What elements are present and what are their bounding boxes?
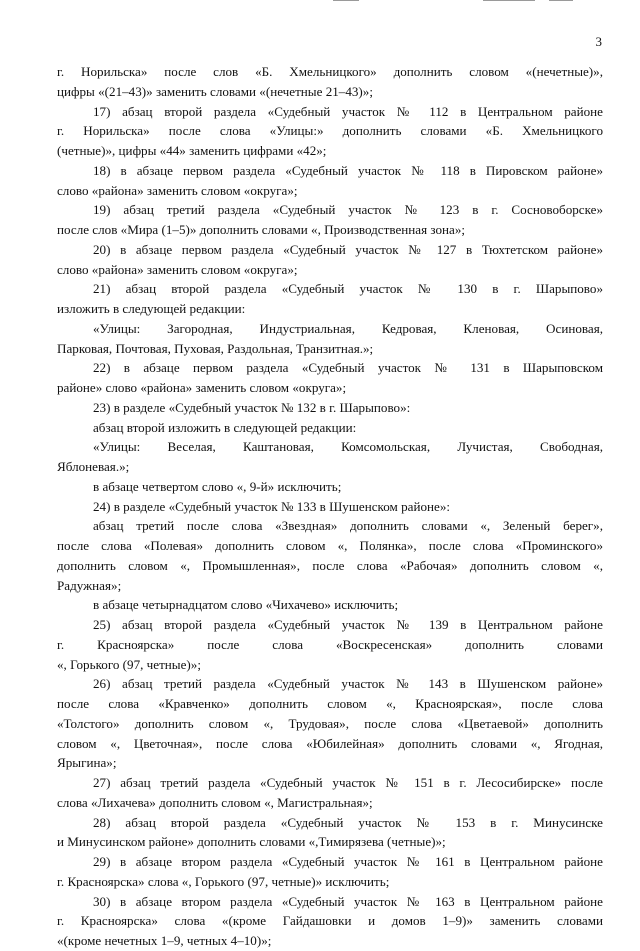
text-line: Ярыгина»; xyxy=(57,755,117,771)
text-line: 30) в абзаце втором раздела «Судебный участок № 163 в Центральном районе xyxy=(93,893,603,909)
text-line: и Минусинском районе» дополнить словами «,Тимирязева (четные)»; xyxy=(57,834,446,850)
text-line: 19) абзац третий раздела «Судебный участок № 123 в г. Сосновоборске» xyxy=(93,202,603,218)
text-line: Яблоневая.»; xyxy=(57,459,130,474)
text-line: слово «района» заменить словом «округа»; xyxy=(57,182,298,198)
text-line: абзац третий после слова «Звездная» дополнить словами «, Зеленый берег», xyxy=(93,518,603,534)
text-line: слова «Лихачева» дополнить словом «, Магистральная»; xyxy=(57,794,373,810)
text-line: изложить в следующей редакции: xyxy=(57,301,246,316)
text-line: цифры «(21–43)» заменить словами «(нечетные 21–43)»; xyxy=(57,83,373,99)
text-line: 27) абзац третий раздела «Судебный участок № 151 в г. Лесосибирске» после xyxy=(93,775,603,790)
text-line: «Улицы: Загородная, Индустриальная, Кедровая, Кленовая, Осиновая, xyxy=(93,320,603,336)
text-line: «, Горького (97, четные)»; xyxy=(57,656,201,672)
text-line: «Улицы: Веселая, Каштановая, Комсомольская, Лучистая, Свободная, xyxy=(93,439,603,455)
text-line: 17) абзац второй раздела «Судебный участок № 112 в Центральном районе xyxy=(93,103,603,119)
document-body xyxy=(57,62,603,951)
text-line: 23) в разделе «Судебный участок № 132 в г. Шарыпово»: xyxy=(93,399,411,415)
text-line: после слова «Полевая» дополнить словом «, Полянка», после слова «Проминского» xyxy=(57,538,603,553)
text-line: 18) в абзаце первом раздела «Судебный участок № 118 в Пировском районе» xyxy=(93,162,603,178)
text-line: г. Красноярска» после слова «Воскресенская» дополнить словами xyxy=(57,636,603,652)
text-line: (четные)», цифры «44» заменить цифрами «42»; xyxy=(57,143,327,158)
text-line: 22) в абзаце первом раздела «Судебный участок № 131 в Шарыповском xyxy=(93,360,603,376)
text-line: Парковая, Почтовая, Пуховая, Раздольная, Транзитная.»; xyxy=(57,340,374,356)
text-line: 21) абзац второй раздела «Судебный участок № 130 в г. Шарыпово» xyxy=(93,281,603,297)
text-line: г. Норильска» после слов «Б. Хмельницкого» дополнить словом «(нечетные)», xyxy=(57,64,603,79)
text-line: словом «, Цветочная», после слова «Юбилейная» дополнить словами «, Ягодная, xyxy=(57,735,603,751)
scan-mark-right xyxy=(483,0,535,1)
text-line: «Толстого» дополнить словом «, Трудовая», после слова «Цветаевой» дополнить xyxy=(57,715,603,731)
scan-mark-left xyxy=(333,0,359,1)
text-line: г. Красноярска» слова «, Горького (97, четные)» исключить; xyxy=(57,873,390,889)
page-number: 3 xyxy=(595,34,602,49)
text-line: в абзаце четвертом слово «, 9-й» исключить; xyxy=(93,478,342,494)
text-line: 29) в абзаце втором раздела «Судебный участок № 161 в Центральном районе xyxy=(93,854,603,869)
text-line: 20) в абзаце первом раздела «Судебный участок № 127 в Тюхтетском районе» xyxy=(93,241,603,257)
text-line: 25) абзац второй раздела «Судебный участок № 139 в Центральном районе xyxy=(93,617,603,632)
text-line: слово «района» заменить словом «округа»; xyxy=(57,261,298,277)
text-line: после слова «Кравченко» дополнить словом «, Красноярская», после слова xyxy=(57,696,603,711)
text-line: в абзаце четырнадцатом слово «Чихачево» исключить; xyxy=(93,597,399,613)
text-line: дополнить словом «, Промышленная», после слова «Рабочая» дополнить словом «, xyxy=(57,557,603,573)
text-line: «(кроме нечетных 1–9, четных 4–10)»; xyxy=(57,933,272,948)
text-line: абзац второй изложить в следующей редакции: xyxy=(93,419,357,435)
scan-mark-far-right xyxy=(549,0,573,1)
text-line: 24) в разделе «Судебный участок № 133 в Шушенском районе»: xyxy=(93,498,451,514)
text-line: Радужная»; xyxy=(57,577,122,593)
text-line: 26) абзац третий раздела «Судебный участок № 143 в Шушенском районе» xyxy=(93,676,603,692)
text-line: г. Норильска» после слова «Улицы:» дополнить словами «Б. Хмельницкого xyxy=(57,123,603,139)
text-line: районе» слово «района» заменить словом «округа»; xyxy=(57,380,347,395)
text-line: после слов «Мира (1–5)» дополнить словами «, Производственная зона»; xyxy=(57,222,466,237)
text-line: 28) абзац второй раздела «Судебный участок № 153 в г. Минусинске xyxy=(93,814,603,830)
text-line: г. Красноярска» слова «(кроме Гайдашовки и домов 1–9)» заменить словами xyxy=(57,913,603,929)
